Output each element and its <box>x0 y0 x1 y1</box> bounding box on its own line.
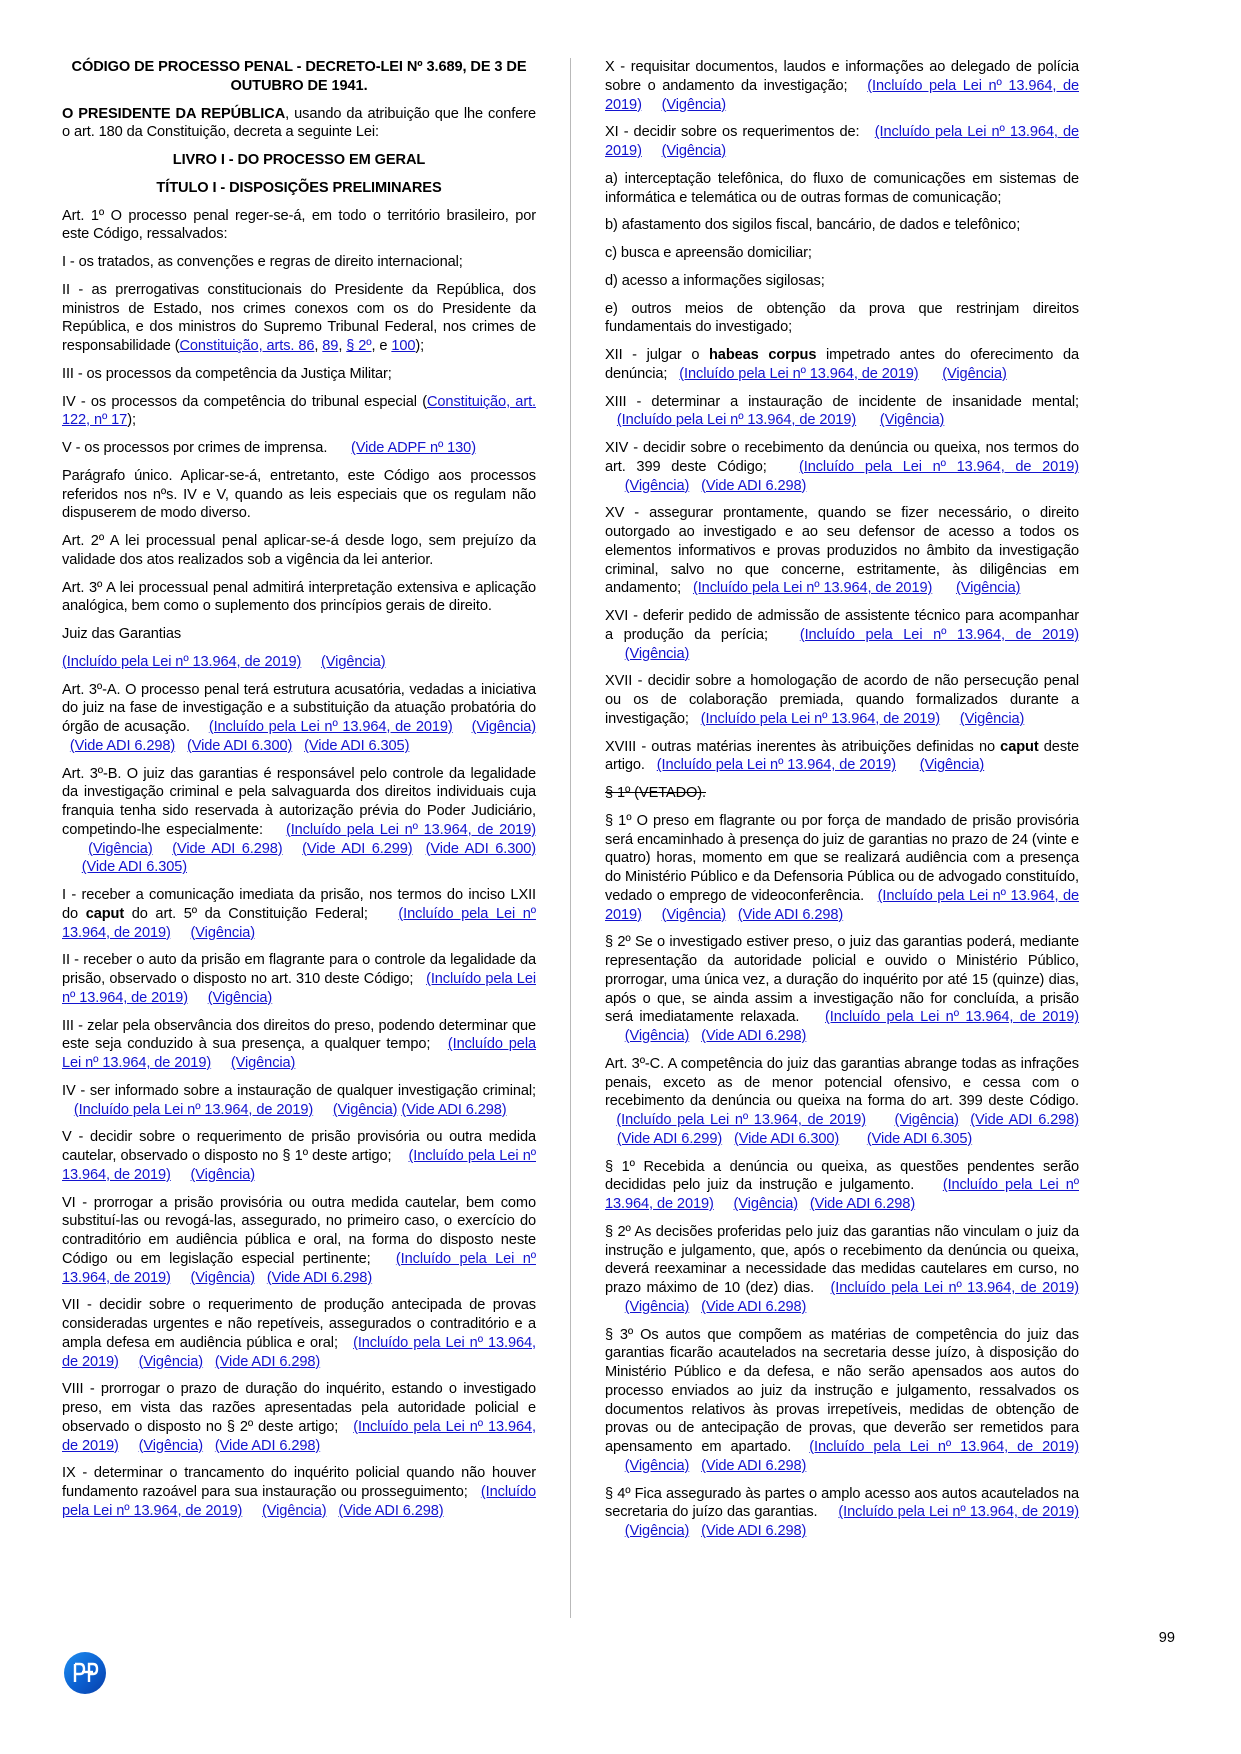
gap <box>171 1167 191 1183</box>
inciso-b-VII-text: VII - decidir sobre o requerimento de produção antecipada de provas consideradas urgentes e não repetíveis, assegurados o contraditório e a ampla defesa em audiência pública e oral; <box>62 1297 536 1351</box>
caput-bold: caput <box>1000 738 1039 755</box>
gap <box>919 366 943 382</box>
inciso-II-text: II - as prerrogativas constitucionais do Presidente da República, dos ministros de Estado, nos crimes conexos com os do Presidente da República, e dos ministros do Supremo Tribunal Federal, nos crimes de responsabilidade ( <box>62 281 536 354</box>
inciso-b-VII <box>62 1296 536 1371</box>
gap <box>767 459 799 475</box>
link-incluido-lei[interactable]: (Incluído pela Lei nº 13.964, de 2019) <box>605 1177 1079 1212</box>
link-incluido-lei[interactable]: (Incluído pela Lei nº 13.964, de 2019) <box>62 1148 536 1183</box>
gap <box>791 1439 809 1455</box>
link-vide-adi-6298[interactable]: (Vide ADI 6.298) <box>401 1101 507 1118</box>
logo-icon <box>62 1650 108 1696</box>
link-vigencia[interactable]: (Vigência) <box>942 365 1007 382</box>
link-incluido-lei[interactable]: (Incluído pela Lei nº 13.964, de 2019) <box>62 1418 536 1454</box>
art3C-p3-text: § 3º Os autos que compõem as matérias de competência do juiz das garantias ficarão acautelados na secretaria desse juízo, à disposição do Ministério Público e da defesa, e não serão apensados aos autos do processo enviados ao juiz da instrução e julgamento, ressalvados os documentos relativos às provas irrepetíveis, medidas de obtenção de provas ou de antecipação de provas, que deverão ser remetidos para apensamento em apartado. <box>605 1326 1079 1455</box>
gap <box>714 1196 734 1212</box>
link-vide-adi-6298[interactable]: (Vide ADI 6.298) <box>701 1298 807 1315</box>
gap <box>190 719 209 735</box>
gap <box>453 719 472 735</box>
sep: , <box>314 338 323 354</box>
paragrafo-2-text: § 2º Se o investigado estiver preso, o juiz das garantias poderá, mediante representação da autoridade policial e ouvido o Ministério Público, prorrogar, uma única vez, a duração do inquérito por até 15 (quinze) dias, após o que, se ainda assim a investigação não for concluída, a prisão será imediatamente relaxada. <box>605 934 1079 1026</box>
link-vide-adi-6300[interactable]: (Vide ADI 6.300) <box>733 1130 840 1147</box>
link-constituicao-art86[interactable]: Constituição, arts. 86 <box>179 338 315 354</box>
art-3A-text: Art. 3º-A. O processo penal terá estrutura acusatória, vedadas a iniciativa do juiz na fase de investigação e a substituição da atuação probatória do órgão de acusação. <box>62 681 536 735</box>
gap <box>799 1009 825 1025</box>
art3C-paragrafo-3 <box>605 1326 1079 1476</box>
art-3A <box>62 681 536 756</box>
art-1: Art. 1º O processo penal reger-se-á, em todo o território brasileiro, por este Código, ressalvados: <box>62 207 536 243</box>
inciso-XV <box>605 504 1079 598</box>
gap <box>859 124 874 140</box>
link-vigencia[interactable]: (Vigência) <box>661 96 727 113</box>
inciso-III: III - os processos da competência da Justiça Militar; <box>62 365 392 382</box>
paragrafo-unico: Parágrafo único. Aplicar-se-á, entretanto, este Código aos processos referidos nos nºs. IV e V, quando as leis especiais que os regulam não dispuserem de modo diverso. <box>62 467 536 522</box>
art3C-paragrafo-1 <box>605 1158 1079 1214</box>
gap <box>175 738 187 754</box>
gap <box>371 1251 396 1267</box>
habeas-corpus-bold: habeas corpus <box>708 347 817 363</box>
gap <box>667 366 679 382</box>
inciso-b-VIII-text: VIII - prorrogar o prazo de duração do inquérito, estando o investigado preso, em vista das razões apresentadas pela autoridade policial e observado o disposto no § 2º deste artigo; <box>62 1381 536 1435</box>
gap <box>645 757 657 773</box>
inciso-XIII-text: XIII - determinar a instauração de incidente de insanidade mental; <box>605 393 1079 410</box>
link-vigencia[interactable]: (Vigência) <box>624 1457 690 1474</box>
gap <box>932 580 956 596</box>
link-incluido-lei[interactable]: (Incluído pela Lei nº 13.964, de 2019) <box>799 626 1079 643</box>
link-incluido-lei[interactable]: (Incluído pela Lei nº 13.964, de 2019) <box>62 653 302 670</box>
link-incluido-lei[interactable]: (Incluído pela Lei nº 13.964, de 2019) <box>692 580 933 597</box>
link-incluido-lei[interactable]: (Incluído pela Lei nº 13.964, de 2019) <box>838 1504 1080 1521</box>
inciso-XI <box>605 123 1079 161</box>
link-vigencia[interactable]: (Vigência) <box>207 989 273 1006</box>
inciso-V-text: V - os processos por crimes de imprensa. <box>62 440 328 456</box>
paragrafo-vetado <box>605 784 1079 803</box>
gap <box>814 1280 830 1296</box>
link-vide-adi-6298[interactable]: (Vide ADI 6.298) <box>266 1269 373 1286</box>
publisher-logo <box>62 1650 108 1696</box>
inciso-I: I - os tratados, as convenções e regras de direito internacional; <box>62 254 463 270</box>
titulo-heading: TÍTULO I - DISPOSIÇÕES PRELIMINARES <box>156 179 442 196</box>
inciso-IV <box>62 393 536 431</box>
link-vigencia[interactable]: (Vigência) <box>919 757 985 774</box>
gap <box>62 859 82 875</box>
gap <box>856 412 880 428</box>
link-vide-adpf-130[interactable]: (Vide ADPF nº 130) <box>351 440 476 456</box>
vetado-text: § 1º (VETADO). <box>605 785 706 801</box>
sep: , e <box>371 338 392 354</box>
caput-bold: caput <box>85 905 125 922</box>
gap <box>940 711 960 727</box>
gap <box>338 1335 353 1351</box>
paragrafo-1-text: § 1º O preso em flagrante ou por força de mandado de prisão provisória será encaminhado à presença do juiz de garantias no prazo de 24 (vinte e quatro) horas, momento em que se realizará audiência com a presença do Ministério Público e da Defensoria Pública ou de advogado constituído, vedado o emprego de videoconferência. <box>605 812 1079 904</box>
art3C-paragrafo-4 <box>605 1485 1079 1541</box>
inciso-b-IX-text: IX - determinar o trancamento do inquérito policial quando não houver fundamento razoável para sua instauração ou prosseguimento; <box>62 1465 536 1500</box>
inciso-b-VI <box>62 1194 536 1288</box>
link-constituicao-art122[interactable]: Constituição, art. 122, nº 17 <box>62 393 536 429</box>
column-divider <box>570 58 571 1618</box>
link-vide-adi-6300[interactable]: (Vide ADI 6.300) <box>425 840 536 857</box>
inciso-b-II <box>62 951 536 1007</box>
inciso-b-VI-text: VI - prorrogar a prisão provisória ou outra medida cautelar, bem como substituí-las ou revogá-las, assegurado, no primeiro caso, o exercício do contraditório em audiência pública e oral, na forma do disposto neste Código ou em legislação especial pertinente; <box>62 1194 536 1267</box>
art-2: Art. 2º A lei processual penal aplicar-se-á desde logo, sem prejuízo da validade dos atos realizados sob a vigência da lei anterior. <box>62 533 536 568</box>
gap <box>722 1131 734 1147</box>
link-incluido-lei[interactable]: (Incluído pela Lei nº 13.964, de 2019) <box>605 124 1079 159</box>
link-art100[interactable]: 100 <box>391 338 416 354</box>
alinea-c: c) busca e apreensão domiciliar; <box>605 245 812 261</box>
gap <box>866 1112 894 1128</box>
gap <box>959 1112 970 1128</box>
link-vigencia[interactable]: (Vigência) <box>88 840 153 857</box>
gap <box>313 1102 333 1118</box>
link-incluido-lei[interactable]: (Incluído pela Lei nº 13.964, de 2019) <box>208 719 453 735</box>
art-3B <box>62 765 536 878</box>
inciso-XVII-text: XVII - decidir sobre a homologação de acordo de não persecução penal ou os de colaboração premiada, quando formalizados durante a investigação; <box>605 673 1079 727</box>
inciso-V <box>62 439 536 458</box>
link-vigencia[interactable]: (Vigência) <box>624 645 690 662</box>
gap <box>605 478 625 494</box>
gap <box>301 654 321 670</box>
inciso-b-V <box>62 1128 536 1184</box>
link-vide-adi-6298[interactable]: (Vide ADI 6.298) <box>809 1196 916 1212</box>
art3C-p4-text: § 4º Fica assegurado às partes o amplo acesso aos autos acautelados na secretaria do juízo das garantias. <box>605 1485 1079 1521</box>
gap <box>171 1270 191 1286</box>
link-vigencia[interactable]: (Vigência) <box>733 1196 798 1212</box>
link-incluido-lei[interactable]: (Incluído pela Lei nº 13.964, de 2019) <box>62 1484 536 1519</box>
gap <box>292 738 304 754</box>
inciso-b-II-text: II - receber o auto da prisão em flagrante para o controle da legalidade da prisão, observado o disposto no art. 310 deste Código; <box>62 952 536 987</box>
link-vide-adi-6300[interactable]: (Vide ADI 6.300) <box>187 737 293 754</box>
gap <box>798 1196 810 1212</box>
gap <box>283 841 303 857</box>
gap <box>689 1523 701 1539</box>
link-vide-adi-6298[interactable]: (Vide ADI 6.298) <box>701 1523 807 1539</box>
art-3C-text: Art. 3º-C. A competência do juiz das garantias abrange todas as infrações penais, exceto as de menor potencial ofensivo, e cessa com o recebimento da denúncia ou queixa na forma do art. 399 deste Código. <box>605 1055 1079 1110</box>
link-vide-adi-6298[interactable]: (Vide ADI 6.298) <box>214 1353 321 1370</box>
gap <box>689 711 701 727</box>
gap <box>413 841 426 857</box>
gap <box>689 1028 701 1044</box>
link-vigencia[interactable]: (Vigência) <box>894 1112 959 1128</box>
link-vide-adi-6298[interactable]: (Vide ADI 6.298) <box>338 1502 444 1519</box>
link-incluido-lei[interactable]: (Incluído pela Lei nº 13.964, de 2019) <box>62 1036 536 1071</box>
gap <box>642 97 662 113</box>
right-column <box>587 58 1079 1618</box>
gap <box>119 1438 139 1454</box>
link-incluido-lei[interactable]: (Incluído pela Lei nº 13.964, de 2019) <box>616 412 857 429</box>
link-vide-adi-6298[interactable]: (Vide ADI 6.298) <box>69 737 176 754</box>
gap <box>642 907 662 923</box>
link-vigencia[interactable]: (Vigência) <box>190 1269 255 1286</box>
gap <box>896 757 920 773</box>
preamble-rest: , usando da atribuição que lhe confere o art. 180 da Constituição, decreta a seguinte Lei: <box>62 105 536 141</box>
art3C-p1-text: § 1º Recebida a denúncia ou queixa, as questões pendentes serão decididas pelo juiz da instrução e julgamento. <box>605 1158 1079 1194</box>
link-vide-adi-6305[interactable]: (Vide ADI 6.305) <box>304 737 410 754</box>
art-3C <box>605 1055 1079 1149</box>
link-vigencia[interactable]: (Vigência) <box>661 143 727 159</box>
preamble-paragraph <box>62 105 536 143</box>
link-vigencia[interactable]: (Vigência) <box>471 719 537 735</box>
inciso-XVI <box>605 607 1079 663</box>
link-vigencia[interactable]: (Vigência) <box>138 1353 204 1370</box>
inciso-X-text: X - requisitar documentos, laudos e informações ao delegado de polícia sobre o andamento da investigação; <box>605 59 1079 94</box>
link-incluido-lei[interactable]: (Incluído pela Lei nº 13.964, de 2019) <box>605 887 1079 923</box>
gap <box>203 1438 215 1454</box>
gap <box>768 627 800 643</box>
alinea-d: d) acesso a informações sigilosas; <box>605 272 825 289</box>
link-vigencia[interactable]: (Vigência) <box>955 580 1021 597</box>
inciso-b-V-text: V - decidir sobre o requerimento de prisão provisória ou outra medida cautelar, observado o disposto no § 1º deste artigo; <box>62 1129 536 1164</box>
link-vide-adi-6298[interactable]: (Vide ADI 6.298) <box>214 1437 321 1454</box>
inciso-XV-text: XV - assegurar prontamente, quando se fizer necessário, o direito outorgado ao investigado e ao seu defensor de acesso a todos os elementos informativos e provas produzidos no âmbito da investigação criminal, salvo no que concerne, estritamente, às diligências em andamento; <box>605 505 1079 597</box>
link-vigencia[interactable]: (Vigência) <box>624 1523 690 1539</box>
gap <box>605 1028 625 1044</box>
link-vigencia[interactable]: (Vigência) <box>230 1055 296 1071</box>
link-incluido-lei[interactable]: (Incluído pela Lei nº 13.964, de 2019) <box>73 1101 314 1118</box>
gap <box>153 841 173 857</box>
alinea-a: a) interceptação telefônica, do fluxo de comunicações em sistemas de informática e telemática ou de outras formas de comunicação; <box>605 170 1079 206</box>
inciso-b-VIII <box>62 1380 536 1455</box>
inciso-IV-text: IV - os processos da competência do tribunal especial ( <box>62 393 427 410</box>
link-vide-adi-6299[interactable]: (Vide ADI 6.299) <box>616 1130 723 1147</box>
link-vigencia[interactable]: (Vigência) <box>321 653 386 670</box>
gap <box>338 1419 353 1435</box>
art-3B-text: Art. 3º-B. O juiz das garantias é responsável pelo controle da legalidade da investigação criminal e pela salvaguarda dos direitos individuais cuja franquia tenha sido reservada à autorização prévia do Poder Judiciário, competindo-lhe especialmente: <box>62 765 536 838</box>
inciso-XVIII-text: XVIII - outras matérias inerentes às atribuições definidas no <box>605 738 1001 755</box>
link-vigencia[interactable]: (Vigência) <box>262 1502 327 1519</box>
gap <box>689 1458 701 1474</box>
sep: , <box>338 338 347 354</box>
gap <box>119 1354 139 1370</box>
gap <box>327 440 351 456</box>
page-number: 99 <box>1158 1630 1175 1646</box>
gap <box>642 143 662 159</box>
inciso-b-III <box>62 1017 536 1073</box>
inciso-X <box>605 58 1079 114</box>
link-incluido-lei[interactable]: (Incluído pela Lei nº 13.964, de 2019) <box>62 1250 536 1286</box>
link-incluido-lei[interactable]: (Incluído pela Lei nº 13.964, de 2019) <box>616 1112 867 1128</box>
link-vide-adi-6298[interactable]: (Vide ADI 6.298) <box>701 1457 807 1474</box>
link-vigencia[interactable]: (Vigência) <box>661 906 727 923</box>
link-incluido-lei[interactable]: (Incluído pela Lei nº 13.964, de 2019) <box>700 710 941 727</box>
alinea-b: b) afastamento dos sigilos fiscal, bancário, de dados e telefônico; <box>605 217 1021 234</box>
inciso-XVII <box>605 672 1079 728</box>
gap <box>211 1055 231 1071</box>
inciso-XVI-text: XVI - deferir pedido de admissão de assistente técnico para acompanhar a produção da perícia; <box>605 608 1079 643</box>
art3C-p2-text: § 2º As decisões proferidas pelo juiz das garantias não vinculam o juiz da instrução e julgamento, que, após o recebimento da denúncia ou queixa, deverá reexaminar a necessidade das medidas cautelares em curso, no prazo máximo de 10 (dez) dias. <box>605 1223 1079 1296</box>
juiz-garantias-links <box>62 653 536 672</box>
inciso-b-IX <box>62 1464 536 1520</box>
link-incluido-lei[interactable]: (Incluído pela Lei nº 13.964, de 2019) <box>825 1009 1079 1026</box>
link-vide-adi-6298[interactable]: (Vide ADI 6.298) <box>701 1028 807 1044</box>
paragrafo-2 <box>605 933 1079 1046</box>
link-incluido-lei[interactable]: (Incluído pela Lei nº 13.964, de 2019) <box>285 821 536 838</box>
art3C-paragrafo-2 <box>605 1223 1079 1317</box>
gap <box>605 646 625 662</box>
inciso-b-I-text2: do art. 5º da Constituição Federal; <box>124 905 368 922</box>
link-vide-adi-6305[interactable]: (Vide ADI 6.305) <box>81 859 187 876</box>
link-vide-adi-6298[interactable]: (Vide ADI 6.298) <box>737 906 844 923</box>
gap <box>726 907 738 923</box>
link-vigencia[interactable]: (Vigência) <box>138 1437 204 1454</box>
gap <box>62 841 88 857</box>
link-vigencia[interactable]: (Vigência) <box>624 1028 690 1044</box>
sep: ); <box>415 338 425 354</box>
preamble-bold: O PRESIDENTE DA REPÚBLICA <box>62 105 286 122</box>
gap <box>263 822 286 838</box>
inciso-XIV-text: XIV - decidir sobre o recebimento da denúncia ou queixa, nos termos do art. 399 deste Código; <box>605 440 1079 475</box>
gap <box>242 1503 262 1519</box>
link-vide-adi-6299[interactable]: (Vide ADI 6.299) <box>302 840 413 857</box>
inciso-XVIII-text2: deste artigo. <box>605 738 1079 774</box>
inciso-XIII <box>605 393 1079 431</box>
gap <box>392 1148 409 1164</box>
link-incluido-lei[interactable]: (Incluído pela Lei nº 13.964, de 2019) <box>679 365 919 382</box>
inciso-II <box>62 281 536 356</box>
inciso-XVIII <box>605 738 1079 776</box>
left-column <box>62 58 554 1618</box>
gap <box>864 888 878 904</box>
gap <box>605 412 617 428</box>
gap <box>468 1484 481 1500</box>
inciso-b-IV <box>62 1082 536 1120</box>
gap <box>689 478 701 494</box>
link-incluido-lei[interactable]: (Incluído pela Lei nº 13.964, de 2019) <box>830 1280 1080 1296</box>
gap <box>430 1036 448 1052</box>
gap <box>326 1503 338 1519</box>
gap <box>62 738 70 754</box>
inciso-XII-text: XII - julgar o <box>605 347 709 363</box>
link-incluido-lei[interactable]: (Incluído pela Lei nº 13.964, de 2019) <box>799 458 1079 475</box>
inciso-XI-text: XI - decidir sobre os requerimentos de: <box>605 124 860 141</box>
inciso-b-IV-text: IV - ser informado sobre a instauração de qualquer investigação criminal; <box>62 1082 536 1099</box>
inciso-b-I-text: I - receber a comunicação imediata da prisão, nos termos do inciso LXII do <box>62 887 536 922</box>
gap <box>681 580 693 596</box>
link-vide-adi-6298[interactable]: (Vide ADI 6.298) <box>701 477 807 494</box>
gap <box>605 1523 625 1539</box>
link-vigencia[interactable]: (Vigência) <box>624 477 690 494</box>
link-vide-adi-6305[interactable]: (Vide ADI 6.305) <box>866 1130 973 1147</box>
gap <box>817 1504 838 1520</box>
link-vigencia[interactable]: (Vigência) <box>190 1166 255 1183</box>
gap <box>188 990 208 1006</box>
livro-heading: LIVRO I - DO PROCESSO EM GERAL <box>172 152 426 168</box>
link-art89[interactable]: 89 <box>322 338 339 354</box>
gap <box>171 925 191 941</box>
link-vide-adi-6298[interactable]: (Vide ADI 6.298) <box>970 1112 1079 1128</box>
gap <box>255 1270 267 1286</box>
gap <box>689 1299 701 1315</box>
gap <box>605 1458 625 1474</box>
link-incluido-lei[interactable]: (Incluído pela Lei nº 13.964, de 2019) <box>656 757 897 774</box>
link-par2[interactable]: § 2º <box>346 338 372 354</box>
link-incluido-lei[interactable]: (Incluído pela Lei nº 13.964, de 2019) <box>62 905 537 941</box>
inciso-XII <box>605 346 1079 384</box>
inciso-b-III-text: III - zelar pela observância dos direitos do preso, podendo determinar que este seja conduzido à sua presença, a qualquer tempo; <box>62 1017 536 1053</box>
link-vigencia[interactable]: (Vigência) <box>332 1101 398 1118</box>
two-column-body <box>62 58 1180 1618</box>
link-incluido-lei[interactable]: (Incluído pela Lei nº 13.964, de 2019) <box>62 1334 536 1370</box>
link-vigencia[interactable]: (Vigência) <box>190 924 255 941</box>
inciso-XII-text2: impetrado antes do oferecimento da denúncia; <box>605 347 1079 382</box>
juiz-das-garantias-heading: Juiz das Garantias <box>62 626 182 642</box>
art-3: Art. 3º A lei processual penal admitirá interpretação extensiva e aplicação analógica, bem como o suplemento dos princípios gerais de direito. <box>62 579 536 615</box>
link-incluido-lei[interactable]: (Incluído pela Lei nº 13.964, de 2019) <box>809 1439 1079 1455</box>
paragrafo-1 <box>605 812 1079 925</box>
link-incluido-lei[interactable]: (Incluído pela Lei nº 13.964, de 2019) <box>605 77 1079 113</box>
link-incluido-lei[interactable]: (Incluído pela Lei nº 13.964, de 2019) <box>62 971 536 1006</box>
link-vigencia[interactable]: (Vigência) <box>624 1298 690 1315</box>
page-title: CÓDIGO DE PROCESSO PENAL - DECRETO-LEI Nº 3.689, DE 3 DE OUTUBRO DE 1941. <box>71 59 527 94</box>
alinea-e: e) outros meios de obtenção da prova que restrinjam direitos fundamentais do investigado; <box>605 300 1079 336</box>
gap <box>605 1131 617 1147</box>
link-vigencia[interactable]: (Vigência) <box>879 412 945 429</box>
sep: ); <box>127 412 136 429</box>
gap <box>847 78 867 94</box>
gap <box>839 1131 867 1147</box>
link-vigencia[interactable]: (Vigência) <box>959 710 1025 727</box>
link-vide-adi-6298[interactable]: (Vide ADI 6.298) <box>172 840 283 857</box>
gap <box>605 1112 616 1128</box>
gap <box>914 1177 943 1193</box>
gap <box>368 906 399 922</box>
inciso-b-I <box>62 886 536 942</box>
gap <box>413 971 426 987</box>
inciso-XIV <box>605 439 1079 495</box>
gap <box>62 1102 74 1118</box>
gap <box>605 1299 625 1315</box>
gap <box>203 1354 215 1370</box>
